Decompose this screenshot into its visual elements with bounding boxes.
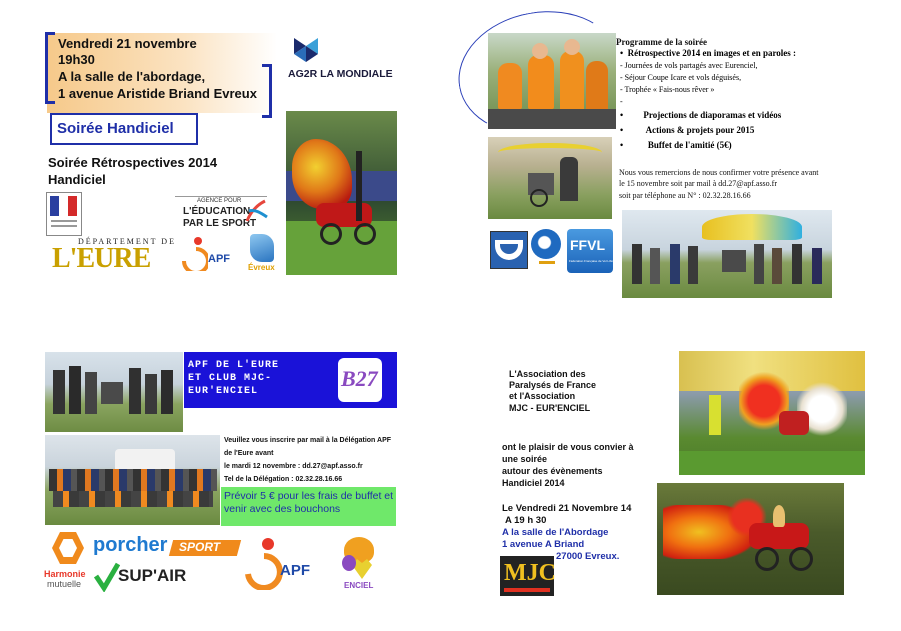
q1-date-line2: 19h30 — [58, 52, 95, 67]
invite-line2: une soirée — [502, 454, 548, 464]
ffvl-logo: FFVL Fédération Française de Vol Libre — [567, 229, 613, 273]
q3-photo-large-group — [45, 435, 220, 525]
republique-logo — [46, 192, 82, 236]
programme-title: Programme de la soirée — [616, 37, 708, 47]
programme-item: • Rétrospective 2014 en images et en paroles : — [620, 48, 797, 58]
q4-venue-line2: 1 avenue A Briand — [502, 539, 585, 550]
assoc-line4: MJC - EUR'ENCIEL — [509, 403, 591, 413]
porcher-sport-logo: porcher SPORT — [93, 536, 241, 562]
evreux-logo: Évreux — [246, 232, 280, 274]
assoc-line1: L'Association des — [509, 369, 586, 379]
programme-subitem: - Séjour Coupe Icare et vols déguisés, — [620, 73, 742, 82]
q1-venue-line1: A la salle de l'abordage, — [58, 69, 206, 84]
invite-line1: ont le plaisir de vous convier à — [502, 442, 634, 452]
q3-header-box: APF DE L'EURE ET CLUB MJC- EUR'ENCIEL B27 — [184, 352, 397, 408]
q4-date-line: Le Vendredi 21 Novembre 14 — [502, 503, 632, 514]
programme-subitem: - Journées de vols partagés avec Eurenciel, — [620, 61, 758, 70]
mjc-logo: MJC — [500, 556, 554, 596]
q4-photo-festival-parade — [679, 351, 865, 475]
q1-bracket-left — [45, 32, 55, 104]
supair-check-icon — [94, 562, 120, 592]
confirm-line1: Nous vous remercions de nous confirmer votre présence avant — [619, 168, 819, 177]
assoc-line3: et l'Association — [509, 391, 576, 401]
reg-line2: de l'Eure avant — [224, 450, 274, 457]
programme-item: • Buffet de l'amitié (5€) — [620, 140, 732, 150]
eurenciel-logo: ENCIEL — [332, 533, 390, 593]
q1-venue-line2: 1 avenue Aristide Briand Evreux — [58, 86, 257, 101]
q4-venue-line1: A la salle de l'Abordage — [502, 527, 609, 538]
q2-photo-wheelchair-field — [488, 137, 612, 219]
q1-title-box — [50, 113, 198, 145]
programme-subitem: - Trophée « Fais-nous rêver » — [620, 85, 715, 94]
q1-photo-costume-parade — [286, 111, 397, 275]
q4-photo-paraglider-trike — [657, 483, 844, 595]
assoc-line2: Paralysés de France — [509, 380, 597, 390]
q4-venue-line3: 27000 Evreux. — [556, 551, 620, 562]
apf-figure-icon — [244, 536, 284, 590]
event-title: Soirée Handiciel — [57, 120, 174, 137]
buffet-note: Prévoir 5 € pour les frais de buffet et venir avec des bouchons — [224, 490, 394, 515]
buffet-note-box — [221, 487, 396, 526]
q1-subtitle-line2: Handiciel — [48, 172, 106, 187]
q1-subtitle-line1: Soirée Rétrospectives 2014 — [48, 155, 218, 170]
q1-bracket-right — [262, 64, 272, 118]
harmonie-mutuelle-logo: Harmonie mutuelle — [44, 532, 94, 590]
club-logo-2 — [531, 227, 563, 269]
q2-photo-orange-team — [488, 33, 616, 129]
departement-eure-logo: DÉPARTEMENT DE L'EURE — [52, 237, 176, 274]
confirm-line2: le 15 novembre soit par mail à dd.27@apf.asso.fr — [619, 179, 777, 188]
invite-line3: autour des évènements — [502, 466, 603, 476]
apf-logo: APF — [182, 235, 242, 275]
programme-item: • Projections de diaporamas et vidéos — [620, 110, 782, 120]
reg-line4: Tel de la Délégation : 02.32.28.16.66 — [224, 476, 343, 483]
apf-logo-large: APF — [244, 536, 324, 592]
confirm-line3: soit par téléphone au N° : 02.32.28.16.66 — [619, 191, 751, 200]
q1-date-line1: Vendredi 21 novembre — [58, 36, 197, 51]
invite-line4: Handiciel 2014 — [502, 478, 565, 488]
q2-photo-paraglider-group — [622, 210, 832, 298]
programme-subitem: - — [620, 97, 623, 106]
club-logo-1 — [490, 231, 528, 269]
agence-education-sport-logo: AGENCE POUR L'ÉDUCATION PAR LE SPORT — [175, 196, 267, 235]
programme-item: • Actions & projets pour 2015 — [620, 125, 755, 135]
reg-line1: Veuillez vous inscrire par mail à la Délégation APF — [224, 437, 392, 444]
ag2r-mark-icon — [286, 38, 326, 68]
b27-logo: B27 — [338, 358, 382, 402]
q4-time-line: A 19 h 30 — [505, 515, 547, 526]
sport-figure-icon — [243, 197, 269, 227]
ag2r-name: AG2R LA MONDIALE — [288, 68, 393, 80]
q3-photo-group-field — [45, 352, 183, 432]
apf-figure-icon — [182, 235, 208, 271]
reg-line3: le mardi 12 novembre : dd.27@apf.asso.fr — [224, 463, 363, 470]
supair-logo: SUP'AIR — [94, 562, 224, 594]
ag2r-logo — [286, 38, 396, 83]
